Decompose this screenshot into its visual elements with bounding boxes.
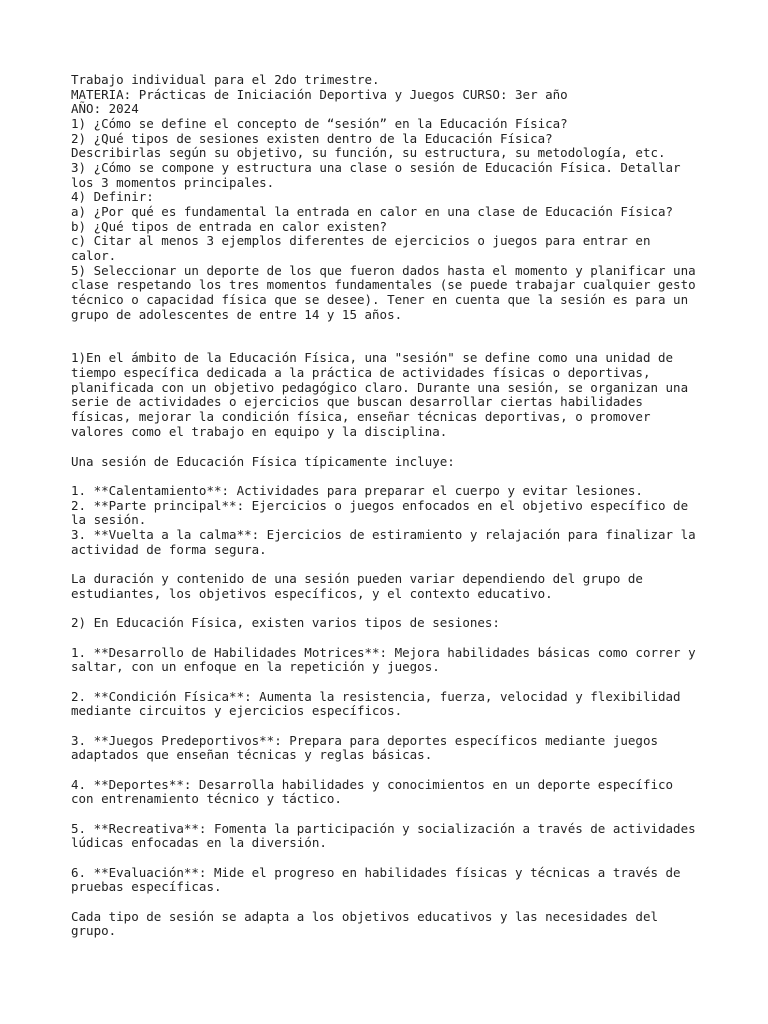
document-line: b) ¿Qué tipos de entrada en calor existen? [71, 219, 388, 234]
document-line: mediante circuitos y ejercicios específicos. [71, 703, 403, 718]
document-line: 1) ¿Cómo se define el concepto de “sesión” en la Educación Física? [71, 116, 568, 131]
document-line: 1. **Calentamiento**: Actividades para preparar el cuerpo y evitar lesiones. [71, 483, 643, 498]
document-line: lúdicas enfocadas en la diversión. [71, 835, 327, 850]
document-line: estudiantes, los objetivos específicos, y el contexto educativo. [71, 586, 553, 601]
document-line: 1)En el ámbito de la Educación Física, una "sesión" se define como una unidad de [71, 350, 674, 365]
document-line: saltar, con un enfoque en la repetición y juegos. [71, 659, 440, 674]
document-line: 4. **Deportes**: Desarrolla habilidades y conocimientos en un deporte específico [71, 777, 674, 792]
document-line: c) Citar al menos 3 ejemplos diferentes de ejercicios o juegos para entrar en [71, 233, 651, 248]
document-line: serie de actividades o ejercicios que buscan desarrollar ciertas habilidades [71, 394, 643, 409]
document-line: 3. **Juegos Predeportivos**: Prepara para deportes específicos mediante juegos [71, 733, 658, 748]
document-line: AÑO: 2024 [71, 101, 139, 116]
document-line: Describirlas según su objetivo, su función, su estructura, su metodología, etc. [71, 145, 666, 160]
document-line: 1. **Desarrollo de Habilidades Motrices**: Mejora habilidades básicas como correr y [71, 645, 696, 660]
document-line: 3. **Vuelta a la calma**: Ejercicios de estiramiento y relajación para finalizar la [71, 527, 696, 542]
document-line: los 3 momentos principales. [71, 175, 275, 190]
document-line: 2. **Parte principal**: Ejercicios o juegos enfocados en el objetivo específico de [71, 498, 689, 513]
document-line: planificada con un objetivo pedagógico claro. Durante una sesión, se organizan una [71, 380, 689, 395]
document-line: 3) ¿Cómo se compone y estructura una clase o sesión de Educación Física. Detallar [71, 160, 681, 175]
document-line: Una sesión de Educación Física típicamente incluye: [71, 454, 455, 469]
document-line: 5. **Recreativa**: Fomenta la participación y socialización a través de actividades [71, 821, 696, 836]
document-line: 2) ¿Qué tipos de sesiones existen dentro de la Educación Física? [71, 131, 553, 146]
document-line: físicas, mejorar la condición física, enseñar técnicas deportivas, o promover [71, 409, 651, 424]
document-line: Cada tipo de sesión se adapta a los objetivos educativos y las necesidades del [71, 909, 658, 924]
document-line: MATERIA: Prácticas de Iniciación Deportiva y Juegos CURSO: 3er año [71, 87, 568, 102]
document-line: 2) En Educación Física, existen varios tipos de sesiones: [71, 615, 500, 630]
document-line: valores como el trabajo en equipo y la disciplina. [71, 424, 448, 439]
document-line: calor. [71, 248, 117, 263]
document-line: La duración y contenido de una sesión pueden variar dependiendo del grupo de [71, 571, 643, 586]
document-line: 6. **Evaluación**: Mide el progreso en habilidades físicas y técnicas a través de [71, 865, 681, 880]
document-line: 2. **Condición Física**: Aumenta la resistencia, fuerza, velocidad y flexibilidad [71, 689, 681, 704]
document-line: adaptados que enseñan técnicas y reglas básicas. [71, 747, 433, 762]
document-line: con entrenamiento técnico y táctico. [71, 791, 342, 806]
document-line: la sesión. [71, 512, 147, 527]
document-line: pruebas específicas. [71, 879, 222, 894]
document-line: grupo de adolescentes de entre 14 y 15 años. [71, 307, 403, 322]
document-line: 5) Seleccionar un deporte de los que fueron dados hasta el momento y planificar una [71, 263, 696, 278]
document-line: técnico o capacidad física que se desee). Tener en cuenta que la sesión es para un [71, 292, 689, 307]
document-line: a) ¿Por qué es fundamental la entrada en calor en una clase de Educación Física? [71, 204, 674, 219]
document-line: Trabajo individual para el 2do trimestre. [71, 72, 380, 87]
document-line: 4) Definir: [71, 189, 154, 204]
document-line: tiempo específica dedicada a la práctica de actividades físicas o deportivas, [71, 365, 651, 380]
document-line: grupo. [71, 923, 117, 938]
document-line: clase respetando los tres momentos fundamentales (se puede trabajar cualquier gesto [71, 277, 696, 292]
document-line: actividad de forma segura. [71, 542, 267, 557]
